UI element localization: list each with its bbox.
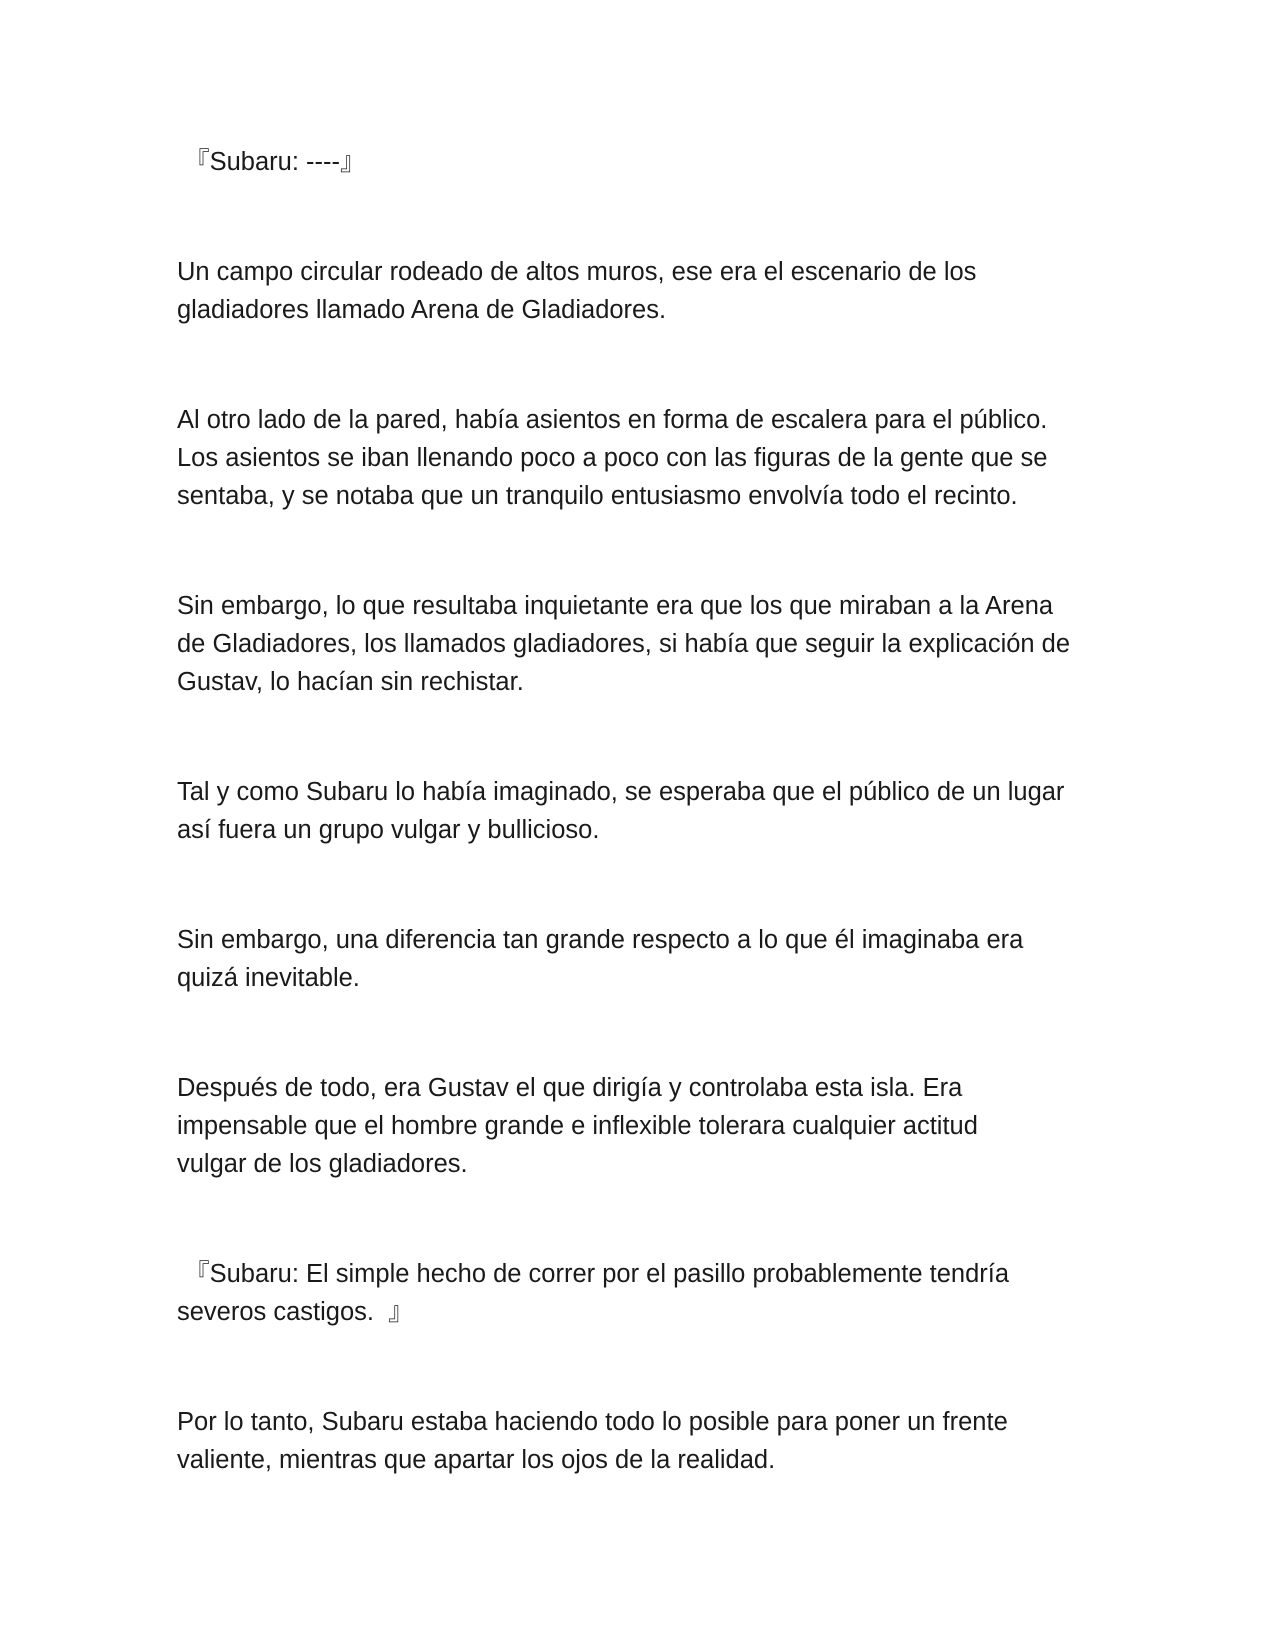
paragraph-2: Un campo circular rodeado de altos muros, ese era el escenario de los gladiadores llamado Arena de Gladiadores. xyxy=(177,258,977,324)
paragraph-9: Por lo tanto, Subaru estaba haciendo todo lo posible para poner un frente valiente, mientras que apartar los ojos de la realidad. xyxy=(177,1408,1008,1474)
paragraph-3: Al otro lado de la pared, había asientos en forma de escalera para el público. Los asientos se iban llenando poco a poco con las figuras de la gente que se sentaba, y se notaba que un tranquilo entusiasmo envolvía todo el recinto. xyxy=(177,406,1048,510)
paragraph-4: Sin embargo, lo que resultaba inquietante era que los que miraban a la Arena de Gladiadores, los llamados gladiadores, si había que seguir la explicación de Gustav, lo hacían sin rechistar. xyxy=(177,592,1071,696)
paragraph-5: Tal y como Subaru lo había imaginado, se esperaba que el público de un lugar así fuera un grupo vulgar y bullicioso. xyxy=(177,778,1065,844)
paragraph-1: 『Subaru: ----』 xyxy=(177,148,366,176)
paragraph-6: Sin embargo, una diferencia tan grande respecto a lo que él imaginaba era quizá inevitable. xyxy=(177,926,1024,992)
document-body xyxy=(177,143,1117,1479)
paragraph-7: Después de todo, era Gustav el que dirigía y controlaba esta isla. Era impensable que el hombre grande e inflexible tolerara cualquier actitud vulgar de los gladiadores. xyxy=(177,1074,978,1178)
paragraph-8: 『Subaru: El simple hecho de correr por el pasillo probablemente tendría severos castigos. 』 xyxy=(177,1260,1010,1326)
